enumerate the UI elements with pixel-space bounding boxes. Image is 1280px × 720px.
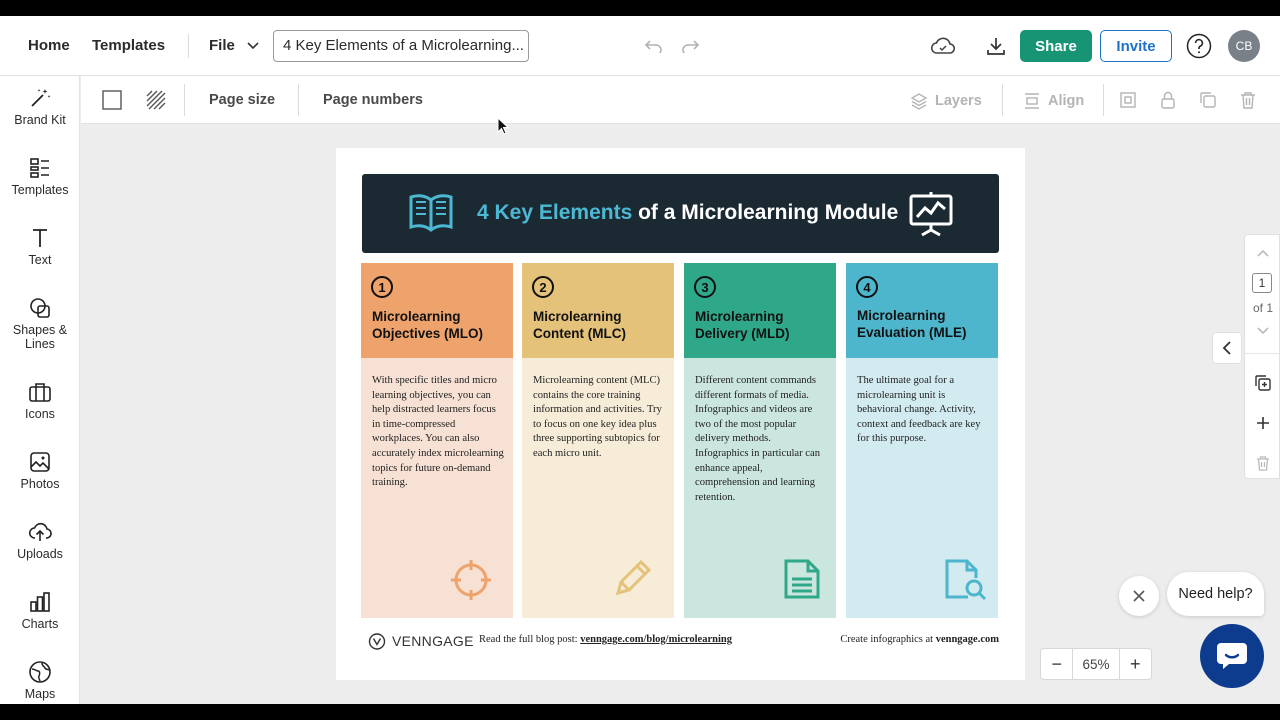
- duplicate-button[interactable]: [1198, 90, 1218, 110]
- sidebar-item-brand-kit[interactable]: [0, 86, 80, 127]
- globe-icon: [28, 660, 52, 684]
- element-card-mlc[interactable]: [522, 263, 674, 618]
- open-book-icon: [408, 192, 454, 236]
- align-label: Align: [1048, 93, 1085, 109]
- sidebar-item-templates[interactable]: [0, 156, 80, 197]
- dismiss-help-button[interactable]: [1119, 576, 1159, 616]
- duplicate-page-icon: [1255, 375, 1271, 391]
- group-button[interactable]: [1118, 90, 1138, 110]
- sidebar-label: Maps: [24, 687, 56, 701]
- divider: [184, 84, 185, 116]
- title-rest: of a Microlearning Module: [632, 201, 899, 224]
- card-title: Microlearning Evaluation (MLE): [857, 308, 967, 340]
- card-header: [846, 263, 998, 358]
- chevron-up-icon: [1257, 249, 1269, 257]
- chat-button[interactable]: [1200, 624, 1264, 688]
- card-header: [361, 263, 513, 358]
- current-page[interactable]: 1: [1252, 273, 1272, 293]
- card-body: Microlearning content (MLC) contains the core training information and activities. Try to focus on one key idea plus three supporting subtopics for each micro unit.: [533, 375, 662, 459]
- chevron-left-icon: [1222, 341, 1232, 355]
- card-body: Different content commands different formats of media. Infographics and videos are two of the most popular delivery methods. Infographics in particular can enhance appeal, comprehension and learning retention.: [695, 375, 821, 503]
- sidebar-label: Charts: [21, 617, 59, 631]
- sidebar-item-uploads[interactable]: [0, 520, 80, 561]
- sidebar-label: Icons: [25, 407, 55, 421]
- layers-label: Layers: [935, 93, 982, 109]
- footer-blog-link[interactable]: [479, 634, 732, 645]
- sidebar-label: Uploads: [17, 547, 63, 561]
- top-bar: [0, 16, 1280, 76]
- element-card-mle[interactable]: [846, 263, 998, 618]
- card-title: Microlearning Content (MLC): [533, 309, 626, 341]
- footer-right-prefix: Create infographics at: [840, 634, 936, 645]
- lock-button[interactable]: [1158, 90, 1178, 110]
- sidebar-label: Templates: [11, 183, 69, 197]
- help-button[interactable]: [1186, 33, 1212, 59]
- card-body: The ultimate goal for a microlearning unit is behavioral change. Activity, context and feedback are key for this purpose.: [857, 375, 981, 445]
- card-body: With specific titles and micro learning objectives, you can help distracted learners focus in time-compressed workplaces. You can also accurately index microlearning topics for future on-demand training.: [372, 375, 504, 489]
- crosshair-icon: [449, 558, 493, 602]
- left-sidebar: [0, 76, 80, 704]
- templates-icon: [28, 156, 52, 180]
- color-swatch-icon: [102, 90, 122, 110]
- site-link[interactable]: venngage.com: [935, 634, 999, 645]
- infographic-banner[interactable]: [362, 174, 999, 253]
- delete-button[interactable]: [1238, 90, 1258, 110]
- layers-button[interactable]: [910, 92, 982, 110]
- divider: [1103, 84, 1104, 116]
- home-link[interactable]: Home: [28, 37, 70, 54]
- card-header: [522, 263, 674, 358]
- sidebar-label: Shapes & Lines: [12, 323, 68, 351]
- sidebar-item-photos[interactable]: [0, 450, 80, 491]
- logo-text: VENNGAGE: [392, 633, 474, 649]
- page-numbers-button[interactable]: Page numbers: [323, 92, 423, 108]
- background-color-button[interactable]: [102, 90, 122, 110]
- undo-button[interactable]: [642, 34, 666, 58]
- card-header: [684, 263, 836, 358]
- group-icon: [1119, 91, 1137, 109]
- avatar[interactable]: CB: [1228, 30, 1260, 62]
- close-icon: [1133, 590, 1145, 602]
- card-title: Microlearning Delivery (MLD): [695, 309, 790, 341]
- zoom-out-button[interactable]: −: [1051, 653, 1062, 674]
- duplicate-icon: [1199, 91, 1217, 109]
- question-icon: [1186, 33, 1212, 59]
- divider: [1245, 353, 1280, 354]
- need-help-bubble[interactable]: Need help?: [1167, 572, 1264, 616]
- add-page-button[interactable]: [1251, 411, 1275, 435]
- divider: [188, 34, 189, 58]
- cloud-sync-icon: [931, 37, 955, 55]
- magic-wand-icon: [28, 86, 52, 110]
- sidebar-item-maps[interactable]: [0, 660, 80, 701]
- align-icon: [1023, 92, 1041, 110]
- text-icon: [28, 226, 52, 250]
- icons-icon: [28, 380, 52, 404]
- download-button[interactable]: [982, 32, 1010, 60]
- step-number: 4: [856, 276, 878, 298]
- footer-site-link[interactable]: [840, 634, 999, 645]
- step-number: 3: [694, 276, 716, 298]
- delete-page-button[interactable]: [1251, 451, 1275, 475]
- next-page-button[interactable]: [1251, 321, 1275, 341]
- document-title-input[interactable]: 4 Key Elements of a Microlearning...: [273, 30, 529, 62]
- element-card-mlo[interactable]: [361, 263, 513, 618]
- sidebar-label: Text: [28, 253, 52, 267]
- trash-icon: [1240, 91, 1256, 109]
- presentation-chart-icon: [908, 191, 954, 237]
- step-number: 2: [532, 276, 554, 298]
- venngage-logo-icon: [368, 632, 386, 650]
- design-page[interactable]: [336, 148, 1025, 680]
- sidebar-label: Brand Kit: [14, 113, 66, 127]
- mouse-cursor-icon: [497, 117, 509, 135]
- photo-icon: [28, 450, 52, 474]
- plus-icon: [1256, 416, 1270, 430]
- file-menu-label: File: [209, 37, 235, 54]
- align-button[interactable]: [1023, 92, 1084, 110]
- pattern-icon: [146, 90, 166, 110]
- undo-icon: [645, 39, 663, 53]
- card-title: Microlearning Objectives (MLO): [372, 309, 484, 341]
- lock-icon: [1160, 91, 1176, 109]
- download-icon: [986, 36, 1006, 56]
- chat-bubble-icon: [1215, 641, 1249, 671]
- canvas-toolbar: [81, 76, 1280, 124]
- footer-mid-prefix: Read the full blog post:: [479, 634, 581, 645]
- blog-link[interactable]: venngage.com/blog/microlearning: [580, 634, 732, 645]
- sidebar-item-text[interactable]: [0, 226, 80, 267]
- sidebar-item-charts[interactable]: [0, 590, 80, 631]
- divider: [298, 84, 299, 116]
- duplicate-page-button[interactable]: [1251, 371, 1275, 395]
- chevron-down-icon: [1257, 327, 1269, 335]
- infographic-title[interactable]: [477, 201, 898, 225]
- file-menu[interactable]: [209, 37, 259, 54]
- step-number: 1: [371, 276, 393, 298]
- redo-button[interactable]: [678, 34, 702, 58]
- editor-app: [0, 16, 1280, 704]
- page-size-button[interactable]: Page size: [209, 92, 276, 108]
- element-card-mld[interactable]: [684, 263, 836, 618]
- invite-button[interactable]: Invite: [1100, 30, 1172, 62]
- pencil-icon: [610, 557, 654, 601]
- redo-icon: [681, 39, 699, 53]
- chart-icon: [28, 590, 52, 614]
- collapse-panel-button[interactable]: [1212, 332, 1242, 364]
- chevron-down-icon: [247, 42, 259, 50]
- zoom-in-button[interactable]: +: [1130, 653, 1141, 674]
- templates-link[interactable]: Templates: [92, 37, 166, 54]
- sidebar-label: Photos: [20, 477, 60, 491]
- page-count: of 1: [1252, 301, 1273, 315]
- background-pattern-button[interactable]: [146, 90, 166, 110]
- zoom-level[interactable]: 65%: [1072, 649, 1119, 679]
- page-navigator: [1244, 234, 1280, 479]
- trash-icon: [1256, 455, 1270, 471]
- divider: [1002, 84, 1003, 116]
- cloud-save-button[interactable]: [928, 32, 958, 60]
- layers-icon: [910, 92, 928, 110]
- sidebar-item-icons[interactable]: [0, 380, 80, 421]
- prev-page-button[interactable]: [1251, 243, 1275, 263]
- file-search-icon: [944, 557, 988, 601]
- zoom-control: [1040, 648, 1152, 680]
- title-highlight: 4 Key Elements: [477, 201, 633, 224]
- sidebar-item-shapes[interactable]: [0, 296, 80, 351]
- shapes-icon: [28, 296, 52, 320]
- upload-icon: [28, 520, 52, 544]
- share-button[interactable]: Share: [1020, 30, 1092, 62]
- document-icon: [780, 557, 824, 601]
- venngage-logo: [368, 632, 474, 650]
